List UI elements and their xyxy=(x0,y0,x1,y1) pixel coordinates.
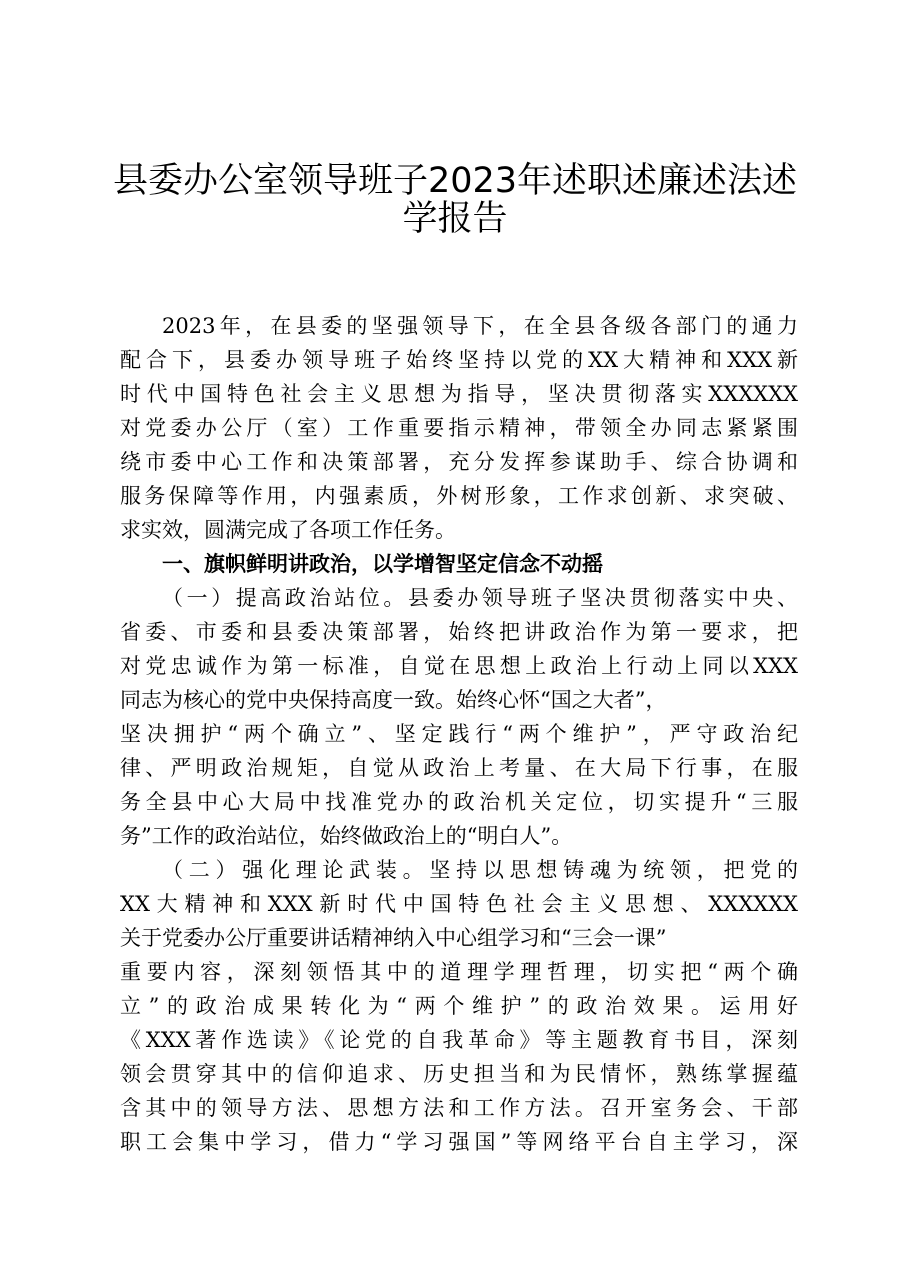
paragraph-line: 坚决拥护“两个确立”、坚定践行“两个维护”，严守政治纪 xyxy=(120,722,798,746)
paragraph-line: 对党忠诚作为第一标准，自觉在思想上政治上行动上同以XXX xyxy=(120,654,798,678)
paragraph-line: 关于党委办公厅重要讲话精神纳入中心组学习和“三会一课” xyxy=(120,926,667,950)
paragraph-line: 求实效，圆满完成了各项工作任务。 xyxy=(120,518,456,542)
document-title-line-1: 县委办公室领导班子2023年述职述廉述法述 xyxy=(112,161,798,201)
paragraph-line: 务”工作的政治站位，始终做政治上的“明白人”。 xyxy=(120,824,573,848)
paragraph-line: 同志为核心的党中央保持高度一致。始终心怀“国之大者”， xyxy=(120,688,667,712)
section-heading: 一、旗帜鲜明讲政治，以学增智坚定信念不动摇 xyxy=(162,552,603,576)
paragraph-line: 职工会集中学习，借力“学习强国”等网络平台自主学习，深 xyxy=(120,1130,798,1154)
paragraph-line: （一）提高政治站位。县委办领导班子坚决贯彻落实中央、 xyxy=(162,586,798,610)
paragraph-line: 律、严明政治规矩，自觉从政治上考量、在大局下行事，在服 xyxy=(120,756,798,780)
paragraph-line: 2023年，在县委的坚强领导下，在全县各级各部门的通力 xyxy=(162,314,798,338)
paragraph-line: 务全县中心大局中找准党办的政治机关定位，切实提升“三服 xyxy=(120,790,798,814)
paragraph-line: 省委、市委和县委决策部署，始终把讲政治作为第一要求，把 xyxy=(120,620,798,644)
paragraph-line: （二）强化理论武装。坚持以思想铸魂为统领，把党的 xyxy=(162,858,798,882)
paragraph-line: 服务保障等作用，内强素质，外树形象，工作求创新、求突破、 xyxy=(120,484,798,508)
paragraph-line: 《XXX著作选读》《论党的自我革命》等主题教育书目，深刻 xyxy=(120,1028,798,1052)
paragraph-line: 含其中的领导方法、思想方法和工作方法。召开室务会、干部 xyxy=(120,1096,798,1120)
paragraph-line: 重要内容，深刻领悟其中的道理学理哲理，切实把“两个确 xyxy=(120,960,798,984)
paragraph-line: 绕市委中心工作和决策部署，充分发挥参谋助手、综合协调和 xyxy=(120,450,798,474)
paragraph-line: 对党委办公厅（室）工作重要指示精神，带领全办同志紧紧围 xyxy=(120,416,798,440)
paragraph-line: 时代中国特色社会主义思想为指导，坚决贯彻落实XXXXXX xyxy=(120,382,798,406)
paragraph-line: 立”的政治成果转化为“两个维护”的政治效果。运用好 xyxy=(120,994,798,1018)
paragraph-line: XX大精神和XXX新时代中国特色社会主义思想、XXXXXX xyxy=(120,892,798,916)
paragraph-line: 配合下，县委办领导班子始终坚持以党的XX大精神和XXX新 xyxy=(120,348,798,372)
paragraph-line: 领会贯穿其中的信仰追求、历史担当和为民情怀，熟练掌握蕴 xyxy=(120,1062,798,1086)
document-title-line-2: 学报告 xyxy=(402,199,508,239)
